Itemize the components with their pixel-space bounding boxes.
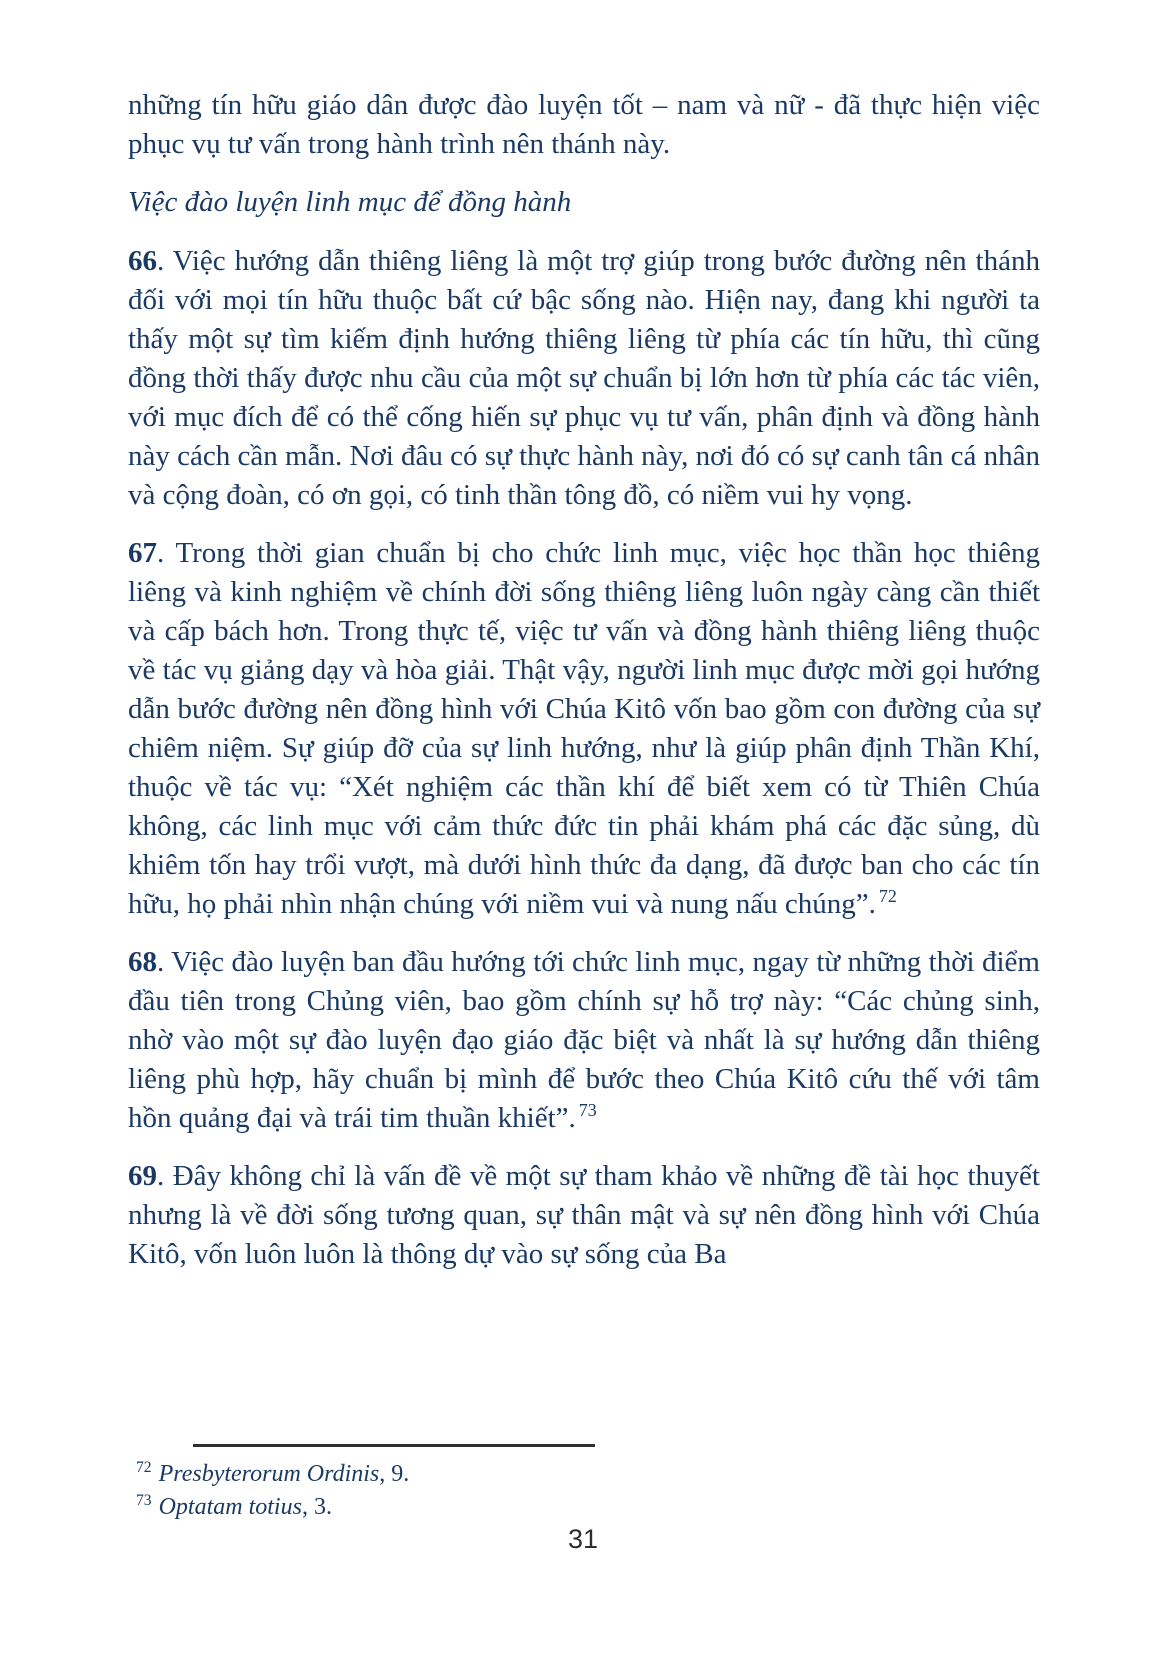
paragraph-number-separator: . (157, 1160, 173, 1192)
paragraph-66-text: Việc hướng dẫn thiêng liêng là một trợ giúp trong bước đường nên thánh đối với mọi tín hữu thuộc bất cứ bậc sống nào. Hiện nay, đang khi người ta thấy một sự tìm kiếm định hướng thiêng liêng từ phía các tín hữu, thì cũng đồng thời thấy được nhu cầu của một sự chuẩn bị lớn hơn từ phía các tác viên, với mục đích để có thể cống hiến sự phục vụ tư vấn, phân định và đồng hành này cách cần mẫn. Nơi đâu có sự thực hành này, nơi đó có sự canh tân cá nhân và cộng đoàn, có ơn gọi, có tinh thần tông đồ, có niềm vui hy vọng. (128, 245, 1040, 511)
footnote-ref-73: 73 (578, 1100, 597, 1121)
paragraph-69-text: Đây không chỉ là vấn đề về một sự tham khảo về những đề tài học thuyết nhưng là về đời sống tương quan, sự thân mật và sự nên đồng hình với Chúa Kitô, vốn luôn luôn là thông dự vào sự sống của Ba (128, 1160, 1040, 1270)
paragraph-67 (128, 534, 1040, 924)
footnote-separator (193, 1444, 595, 1447)
paragraph-number-separator: . (157, 946, 172, 978)
page-body-text (128, 86, 1040, 1293)
footnote-73-marker: 73 (136, 1492, 152, 1509)
paragraph-continuation (128, 86, 1040, 164)
footnote-72-detail: , 9. (379, 1461, 410, 1487)
paragraph-continuation-text: những tín hữu giáo dân được đào luyện tốt – nam và nữ - đã thực hiện việc phục vụ tư vấn trong hành trình nên thánh này. (128, 89, 1040, 160)
paragraph-68-number: 68 (128, 946, 157, 978)
paragraph-68-text: Việc đào luyện ban đầu hướng tới chức linh mục, ngay từ những thời điểm đầu tiên trong Chủng viên, bao gồm chính sự hỗ trợ này: “Các chủng sinh, nhờ vào một sự đào luyện đạo giáo đặc biệt và nhất là sự hướng dẫn thiêng liêng phù hợp, hãy chuẩn bị mình để bước theo Chúa Kitô cứu thế với tâm hồn quảng đại và trái tim thuần khiết”. (128, 946, 1040, 1134)
footnote-73-source: Optatam totius (158, 1494, 302, 1520)
paragraph-67-text: Trong thời gian chuẩn bị cho chức linh mục, việc học thần học thiêng liêng và kinh nghiệm về chính đời sống thiêng liêng luôn ngày càng cần thiết và cấp bách hơn. Trong thực tế, việc tư vấn và đồng hành thiêng liêng thuộc về tác vụ giảng dạy và hòa giải. Thật vậy, người linh mục được mời gọi hướng dẫn bước đường nên đồng hình với Chúa Kitô vốn bao gồm con đường của sự chiêm niệm. Sự giúp đỡ của sự linh hướng, như là giúp phân định Thần Khí, thuộc về tác vụ: “Xét nghiệm các thần khí để biết xem có từ Thiên Chúa không, các linh mục với cảm thức đức tin phải khám phá các đặc sủng, dù khiêm tốn hay trổi vượt, mà dưới hình thức đa dạng, đã được ban cho các tín hữu, họ phải nhìn nhận chúng với niềm vui và nung nấu chúng”. (128, 537, 1040, 920)
footnote-72 (136, 1459, 1040, 1490)
page-number: 31 (567, 1524, 599, 1554)
footnote-area (128, 1444, 1040, 1525)
paragraph-66-number: 66 (128, 245, 157, 277)
footnote-72-source: Presbyterorum Ordinis (158, 1461, 380, 1487)
paragraph-69 (128, 1157, 1040, 1274)
section-heading: Việc đào luyện linh mục để đồng hành (128, 186, 572, 218)
footnote-ref-72: 72 (878, 886, 897, 907)
paragraph-67-number: 67 (128, 537, 157, 569)
footnote-73 (136, 1492, 1040, 1523)
paragraph-66 (128, 242, 1040, 515)
footnote-73-detail: , 3. (301, 1494, 332, 1520)
footnote-72-marker: 72 (136, 1459, 152, 1476)
paragraph-69-number: 69 (128, 1160, 157, 1192)
paragraph-68 (128, 943, 1040, 1138)
paragraph-number-separator: . (157, 245, 173, 277)
paragraph-number-separator: . (157, 537, 176, 569)
